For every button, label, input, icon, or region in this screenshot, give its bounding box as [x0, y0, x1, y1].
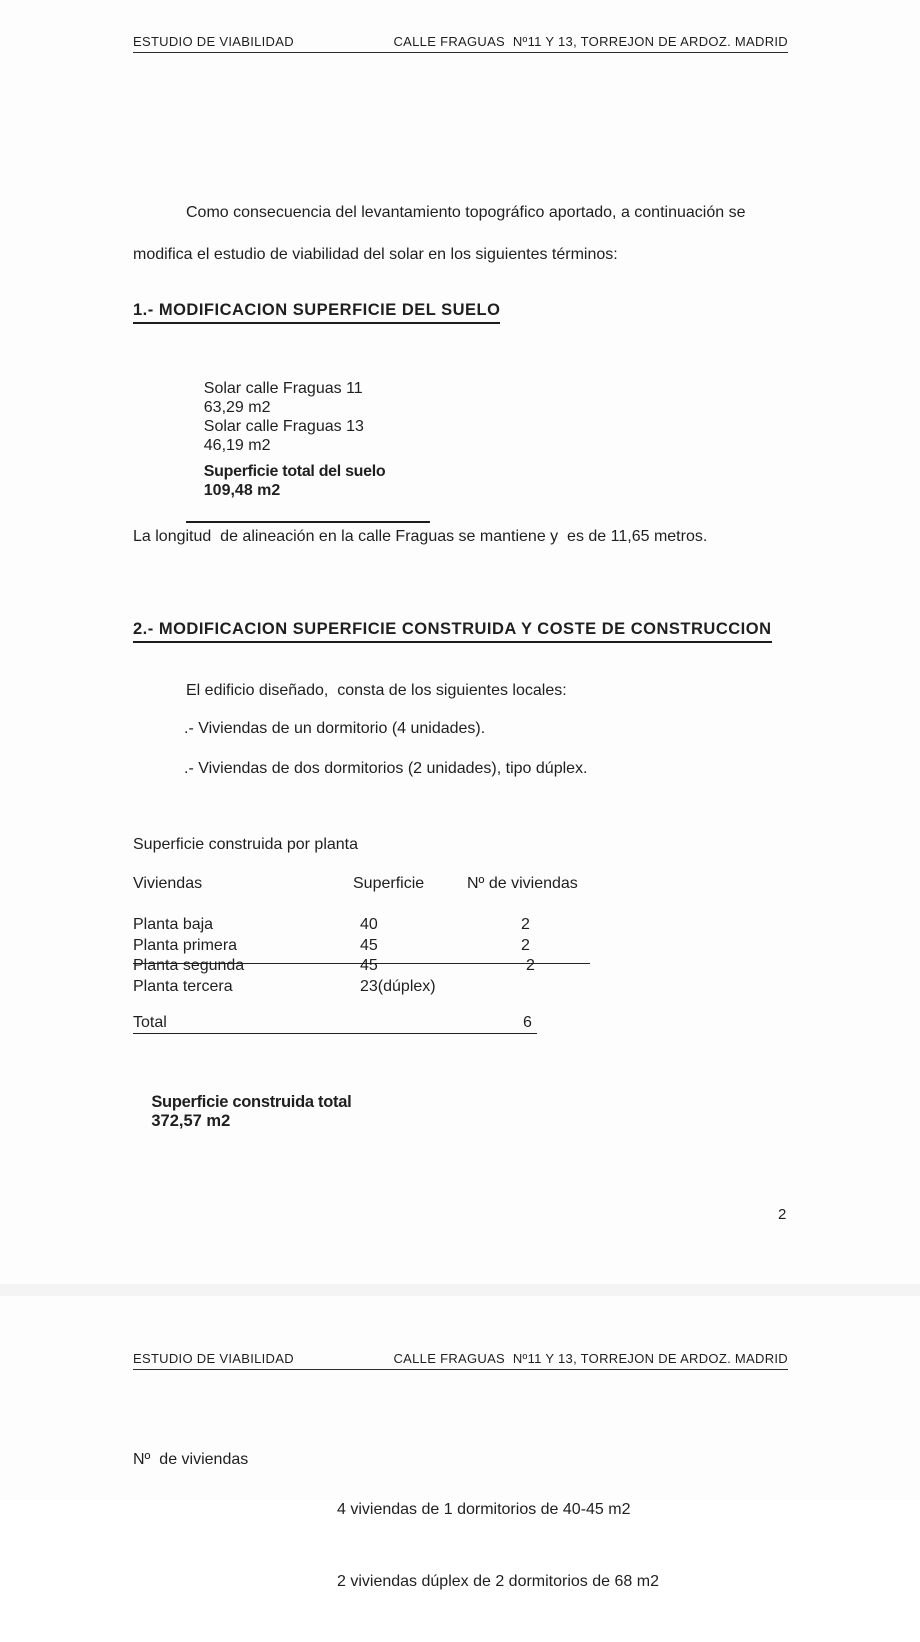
- solar-row-label: Solar calle Fraguas 11: [203, 380, 363, 397]
- solar-row-label: Solar calle Fraguas 13: [203, 418, 364, 435]
- table-row: [133, 915, 603, 936]
- dwellings-count-label: Nº de viviendas: [133, 1451, 249, 1468]
- page-number: 2: [778, 1206, 787, 1223]
- alignment-note: La longitud de alineación en la calle Fraguas se mantiene y es de 11,65 metros.: [133, 528, 708, 545]
- suelo-total-label: Superficie total del suelo: [203, 463, 386, 480]
- dwellings-line-1: 4 viviendas de 1 dormitorios de 40-45 m2: [337, 1501, 631, 1518]
- cell-planta: Planta tercera: [133, 977, 233, 995]
- suelo-total-row: [186, 443, 430, 523]
- header-left-text: ESTUDIO DE VIABILIDAD: [133, 34, 294, 49]
- cell-planta: Planta primera: [133, 936, 238, 954]
- built-total-row: [133, 1074, 381, 1150]
- solar-row-value: 46,19 m2: [203, 437, 271, 454]
- page-separator: [0, 1284, 920, 1296]
- building-item-1: .- Viviendas de un dormitorio (4 unidades).: [184, 720, 486, 737]
- table-row: [133, 956, 603, 977]
- table-row: [133, 977, 603, 998]
- intro-paragraph-line-1: Como consecuencia del levantamiento topográfico aportado, a continuación se: [186, 204, 746, 221]
- cell-num: 2: [521, 936, 530, 954]
- table-body: [133, 915, 603, 997]
- section-2-title: 2.- MODIFICACION SUPERFICIE CONSTRUIDA Y COSTE DE CONSTRUCCION: [133, 620, 772, 643]
- table-total-row: [133, 1014, 537, 1034]
- page2-running-header: [133, 1351, 788, 1370]
- table-caption: Superficie construida por planta: [133, 836, 359, 853]
- cell-planta: Planta baja: [133, 916, 214, 933]
- section-1-title: 1.- MODIFICACION SUPERFICIE DEL SUELO: [133, 301, 500, 324]
- cell-superficie: 45: [360, 957, 378, 974]
- cell-planta: Planta segunda: [133, 957, 245, 974]
- cell-num: 2: [521, 916, 530, 933]
- cell-superficie: 23(dúplex): [360, 977, 436, 995]
- built-total-label: Superficie construida total: [151, 1093, 352, 1111]
- intro-paragraph-line-2: modifica el estudio de viabilidad del solar en los siguientes términos:: [133, 246, 618, 263]
- built-total-value: 372,57 m2: [151, 1112, 231, 1130]
- table-total-label: Total: [133, 1014, 167, 1031]
- column-header-num-viviendas: Nº de viviendas: [467, 875, 578, 892]
- column-header-viviendas: Viviendas: [133, 875, 203, 892]
- suelo-total-value: 109,48 m2: [203, 482, 281, 499]
- building-item-2: .- Viviendas de dos dormitorios (2 unidades), tipo dúplex.: [184, 760, 588, 777]
- column-header-superficie: Superficie: [353, 875, 425, 892]
- building-intro: El edificio diseñado, consta de los siguientes locales:: [186, 682, 567, 699]
- header-right-text: CALLE FRAGUAS Nº11 Y 13, TORREJON DE ARDOZ. MADRID: [393, 34, 788, 49]
- table-total-value: 6: [523, 1014, 532, 1031]
- dwellings-line-2: 2 viviendas dúplex de 2 dormitorios de 68 m2: [337, 1573, 659, 1590]
- cell-num: 2: [526, 957, 535, 974]
- solar-row-value: 63,29 m2: [203, 399, 271, 416]
- header-right-text: CALLE FRAGUAS Nº11 Y 13, TORREJON DE ARDOZ. MADRID: [393, 1351, 788, 1366]
- cell-superficie: 45: [360, 936, 378, 954]
- header-left-text: ESTUDIO DE VIABILIDAD: [133, 1351, 294, 1366]
- dwellings-description: [337, 1450, 659, 1642]
- table-row: [133, 936, 603, 957]
- page1-running-header: [133, 34, 788, 53]
- cell-superficie: 40: [360, 916, 378, 933]
